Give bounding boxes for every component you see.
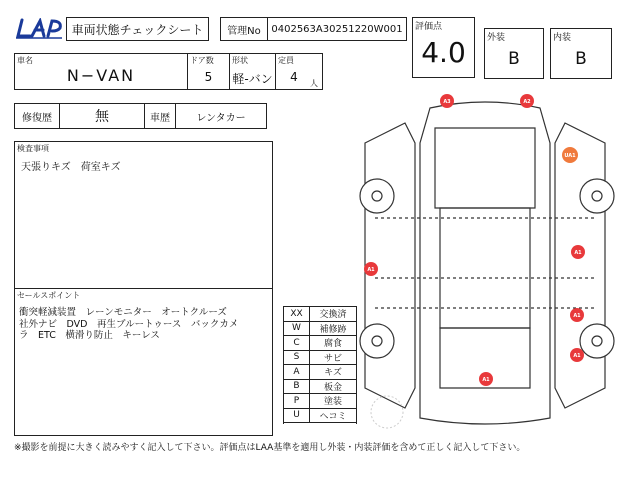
car-history-value — [175, 103, 267, 129]
interior-score-value: B — [575, 49, 587, 69]
car-name-box — [14, 53, 188, 90]
laa-logo-icon — [14, 18, 66, 40]
legend-code: S — [284, 351, 310, 365]
repair-history-label-text: 修復歴 — [22, 112, 52, 124]
damage-marker — [571, 245, 585, 259]
repair-history-label — [14, 103, 60, 129]
sheet-title — [66, 17, 209, 41]
legend-code: U — [284, 409, 310, 423]
legend-code: W — [284, 322, 310, 336]
wheel-hub-icon — [372, 336, 382, 346]
damage-marker-code: A1 — [573, 353, 581, 359]
legend-code: A — [284, 365, 310, 379]
repair-history-value-text: 無 — [95, 109, 109, 125]
roof-outline — [440, 208, 530, 328]
repair-history-value — [59, 103, 145, 129]
logo — [14, 18, 66, 40]
interior-score-box — [550, 28, 612, 79]
car-name-label: 車名 — [17, 56, 33, 65]
mgmt-no-label — [220, 17, 268, 41]
exterior-score-box — [484, 28, 544, 79]
doors-value: 5 — [204, 70, 213, 84]
exterior-score-value: B — [508, 49, 520, 69]
car-name-value: N−VAN — [66, 66, 136, 85]
damage-marker — [520, 94, 534, 108]
capacity-unit: 人 — [310, 79, 318, 88]
doors-box — [187, 53, 230, 90]
selling-points-label: セールスポイント — [17, 291, 81, 300]
exterior-score-label: 外装 — [487, 33, 506, 43]
selling-points-box — [14, 288, 273, 436]
windshield-outline — [435, 128, 535, 208]
wheel-hub-icon — [592, 191, 602, 201]
spare-tire-icon — [371, 396, 403, 428]
legend-desc: 板金 — [323, 382, 342, 393]
doors-label: ドア数 — [190, 56, 214, 65]
damage-marker — [440, 94, 454, 108]
car-history-value-text: レンタカー — [196, 112, 246, 124]
legend-desc: サビ — [323, 353, 342, 364]
damage-marker-code: UA1 — [564, 153, 576, 159]
legend-desc: キズ — [324, 368, 342, 379]
shape-box — [229, 53, 276, 90]
capacity-box — [275, 53, 323, 90]
overall-score-value: 4.0 — [421, 36, 466, 69]
car-history-label-text: 車歴 — [150, 112, 170, 124]
selling-points-line: ラ ETC 横滑り防止 キーレス — [19, 330, 160, 341]
damage-marker-code: A1 — [482, 377, 490, 383]
damage-marker-code: A3 — [443, 99, 451, 105]
mgmt-no-text: 0402563A30251220W001 — [271, 23, 403, 35]
wheel-hub-icon — [372, 191, 382, 201]
selling-points-line: 社外ナビ DVD 再生ブルートゥース バックカメ — [19, 318, 239, 330]
damage-markers — [364, 94, 585, 386]
legend-desc: 塗装 — [323, 397, 342, 408]
inspection-label: 検査事項 — [17, 144, 49, 153]
legend-desc: 交換済 — [319, 310, 347, 321]
damage-marker — [570, 308, 584, 322]
car-history-label — [144, 103, 176, 129]
shape-value: 軽-バン — [232, 72, 273, 86]
selling-points-text — [19, 307, 238, 342]
damage-marker — [364, 262, 378, 276]
damage-marker-code: A2 — [523, 99, 531, 105]
legend-code: C — [284, 336, 310, 350]
overall-score-box — [412, 17, 475, 78]
damage-marker — [562, 147, 578, 163]
right-side-outline — [555, 123, 605, 408]
damage-marker-code: A1 — [573, 313, 581, 319]
inspection-text: 天張りキズ 荷室キズ — [21, 162, 121, 173]
inspection-box — [14, 141, 273, 289]
legend-code: P — [284, 394, 310, 408]
mgmt-no-value — [267, 17, 407, 41]
capacity-label: 定員 — [278, 56, 294, 65]
legend-desc: ヘコミ — [319, 411, 347, 422]
damage-marker — [570, 348, 584, 362]
legend-desc: 補修跡 — [319, 324, 347, 335]
interior-score-label: 内装 — [553, 33, 572, 43]
damage-marker-code: A1 — [367, 267, 375, 273]
damage-marker — [479, 372, 493, 386]
overall-score-label: 評価点 — [415, 22, 443, 32]
legend-code: XX — [284, 307, 310, 321]
vehicle-diagram — [345, 88, 625, 438]
wheel-hub-icon — [592, 336, 602, 346]
selling-points-line: 衝突軽減装置 レーンモニター オートクルーズ — [19, 307, 227, 318]
damage-marker-code: A1 — [574, 250, 582, 256]
shape-label: 形状 — [232, 56, 248, 65]
capacity-value: 4 — [290, 70, 298, 84]
sheet-title-text: 車両状態チェックシート — [71, 22, 204, 37]
mgmt-no-label-text: 管理No — [227, 25, 261, 37]
legend-code: B — [284, 380, 310, 394]
legend-desc: 腐食 — [323, 339, 342, 350]
footer-note: ※撮影を前提に大きく読みやすく記入して下さい。評価点はLAA基準を適用し外装・内装評価を含めて正しく記入して下さい。 — [14, 443, 526, 453]
